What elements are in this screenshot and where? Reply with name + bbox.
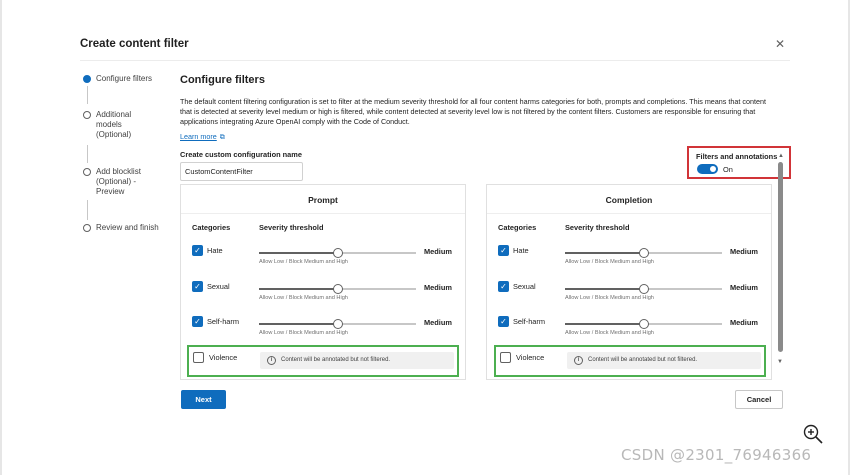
severity-threshold-header: Severity threshold (259, 223, 324, 232)
category-label: Self-harm (513, 317, 546, 326)
toggle-knob (710, 166, 716, 172)
filters-annotations-toggle[interactable] (697, 164, 718, 174)
category-label: Hate (513, 246, 529, 255)
category-label: Hate (207, 246, 223, 255)
left-edge (0, 0, 2, 475)
annotation-info-message (567, 352, 761, 369)
severity-value: Medium (424, 283, 452, 292)
categories-header: Categories (498, 223, 537, 232)
slider-fill (565, 323, 644, 325)
toggle-state-label: On (723, 165, 733, 174)
step-dot-icon (83, 111, 91, 119)
severity-hint: Allow Low / Block Medium and High (259, 259, 348, 265)
step-label: Add blocklist (Optional) - Preview (96, 167, 141, 196)
categories-header: Categories (192, 223, 231, 232)
severity-value: Medium (424, 247, 452, 256)
slider-thumb[interactable] (333, 248, 343, 258)
dialog-title: Create content filter (80, 38, 189, 50)
category-label: Violence (209, 353, 238, 362)
slider-thumb[interactable] (639, 284, 649, 294)
filter-row-sexual (181, 281, 465, 315)
filter-row-sexual (487, 281, 771, 315)
category-label: Sexual (513, 282, 536, 291)
severity-hint: Allow Low / Block Medium and High (565, 330, 654, 336)
prompt-violence-highlight (187, 345, 459, 377)
info-icon: i (267, 356, 276, 365)
section-title: Configure filters (180, 74, 265, 86)
step-label: Review and finish (96, 223, 159, 232)
category-checkbox-checked[interactable]: ✓ (498, 281, 509, 292)
card-title: Completion (605, 195, 653, 205)
step-dot-icon (83, 168, 91, 176)
learn-more-label: Learn more (180, 132, 217, 141)
severity-value: Medium (730, 283, 758, 292)
severity-value: Medium (730, 318, 758, 327)
category-checkbox-checked[interactable]: ✓ (192, 281, 203, 292)
severity-hint: Allow Low / Block Medium and High (259, 330, 348, 336)
severity-slider[interactable] (565, 320, 722, 330)
severity-slider[interactable] (565, 285, 722, 295)
slider-fill (259, 288, 338, 290)
severity-hint: Allow Low / Block Medium and High (565, 295, 654, 301)
vertical-scrollbar[interactable] (778, 162, 783, 352)
filters-annotations-label: Filters and annotations (696, 152, 778, 161)
next-button[interactable]: Next (181, 390, 226, 409)
stepper-connector (87, 200, 88, 220)
card-divider (487, 213, 771, 214)
severity-threshold-header: Severity threshold (565, 223, 630, 232)
scroll-down-arrow-icon[interactable]: ▼ (777, 359, 783, 365)
category-label: Self-harm (207, 317, 240, 326)
category-checkbox-checked[interactable]: ✓ (192, 245, 203, 256)
close-icon[interactable]: ✕ (774, 37, 786, 51)
category-checkbox-checked[interactable]: ✓ (498, 316, 509, 327)
cancel-button[interactable]: Cancel (735, 390, 783, 409)
config-name-label: Create custom configuration name (180, 150, 302, 159)
slider-thumb[interactable] (639, 248, 649, 258)
completion-violence-highlight (494, 345, 766, 377)
stepper-connector (87, 145, 88, 163)
severity-hint: Allow Low / Block Medium and High (259, 295, 348, 301)
csdn-watermark: CSDN @2301_76946366 (621, 446, 812, 464)
slider-fill (259, 323, 338, 325)
info-text: Content will be annotated but not filtered. (588, 357, 698, 363)
create-content-filter-dialog (66, 22, 796, 422)
info-icon: i (574, 356, 583, 365)
slider-fill (565, 252, 644, 254)
config-name-input[interactable] (180, 162, 303, 181)
filters-annotations-highlight (687, 146, 791, 179)
severity-slider[interactable] (259, 285, 416, 295)
learn-more-link[interactable] (180, 132, 225, 142)
info-text: Content will be annotated but not filtered. (281, 357, 391, 363)
slider-thumb[interactable] (333, 284, 343, 294)
scroll-up-arrow-icon[interactable]: ▲ (778, 153, 784, 159)
violence-checkbox[interactable] (500, 352, 511, 363)
severity-value: Medium (730, 247, 758, 256)
header-divider (80, 60, 790, 61)
stepper-connector (87, 86, 88, 104)
slider-thumb[interactable] (333, 319, 343, 329)
filter-row-hate (487, 245, 771, 279)
severity-value: Medium (424, 318, 452, 327)
step-label: Configure filters (96, 74, 153, 83)
slider-fill (565, 288, 644, 290)
category-checkbox-checked[interactable]: ✓ (498, 245, 509, 256)
slider-thumb[interactable] (639, 319, 649, 329)
zoom-in-icon[interactable] (801, 423, 829, 445)
step-dot-icon (83, 224, 91, 232)
severity-slider[interactable] (259, 249, 416, 259)
category-label: Violence (516, 353, 545, 362)
step-label: Additional models (Optional) (96, 110, 132, 139)
external-link-icon: ⧉ (219, 134, 225, 141)
category-label: Sexual (207, 282, 230, 291)
slider-fill (259, 252, 338, 254)
violence-checkbox[interactable] (193, 352, 204, 363)
step-active-dot-icon (83, 75, 91, 83)
description-text: The default content filtering configuration is set to filter at the medium severity threshold for all four content harms categories for both, prompts and completions. This means that content that is detected at severity level medium or high is filtered, while content detected at severity level low is not filtered by the content filters. Customers are responsible for ensuring that applications integrating Azure OpenAI comply with the Code of Conduct. (180, 97, 766, 126)
card-divider (181, 213, 465, 214)
severity-slider[interactable] (259, 320, 416, 330)
severity-hint: Allow Low / Block Medium and High (565, 259, 654, 265)
severity-slider[interactable] (565, 249, 722, 259)
filter-row-hate (181, 245, 465, 279)
category-checkbox-checked[interactable]: ✓ (192, 316, 203, 327)
card-title: Prompt (308, 195, 338, 205)
annotation-info-message (260, 352, 454, 369)
